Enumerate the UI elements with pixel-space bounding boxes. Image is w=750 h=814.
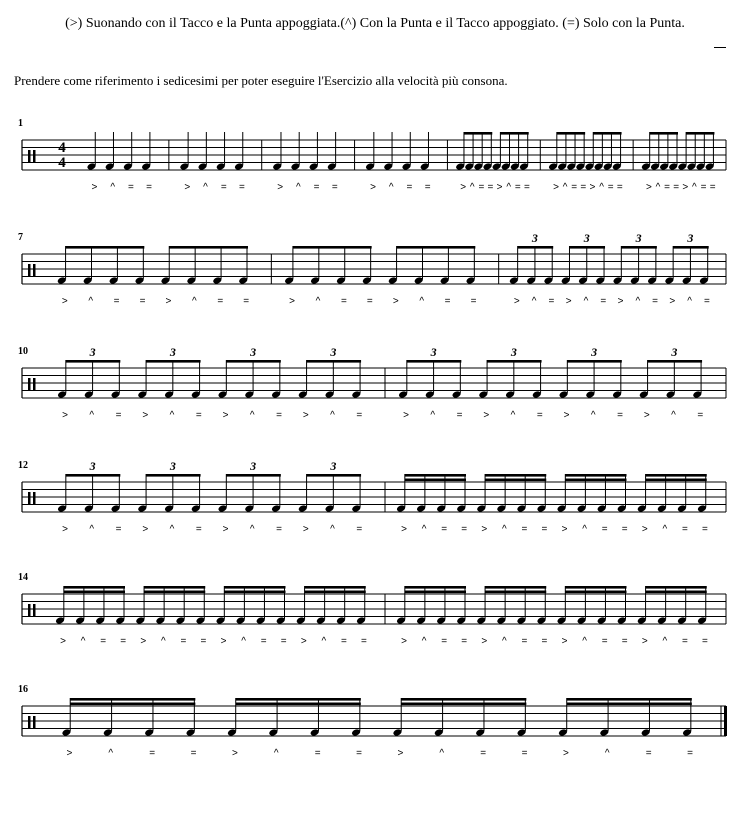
tuplet-number: 3 <box>330 459 337 473</box>
sticking-mark: = <box>601 524 608 535</box>
sticking-mark: = <box>100 636 107 647</box>
sticking-mark: > <box>277 182 284 193</box>
percussion-clef <box>33 716 36 729</box>
sticking-mark: = <box>514 182 521 193</box>
sticking-mark: > <box>302 410 309 421</box>
sticking-mark: > <box>62 410 68 421</box>
tuplet-number: 3 <box>583 231 590 245</box>
staff-system <box>0 346 750 476</box>
staff-svg <box>0 232 750 362</box>
sticking-mark: = <box>461 524 468 535</box>
sticking-mark: > <box>496 182 503 193</box>
sticking-mark: ^ <box>583 296 589 307</box>
sticking-mark: = <box>673 182 680 193</box>
staff-svg <box>0 572 750 702</box>
sticking-mark: = <box>697 410 704 421</box>
beam <box>673 246 709 249</box>
beam <box>66 246 145 249</box>
sticking-mark: ^ <box>296 182 301 193</box>
sticking-mark: = <box>687 748 693 759</box>
beam <box>646 586 707 589</box>
sticking-mark: = <box>113 296 120 307</box>
sticking-mark: = <box>600 296 607 307</box>
sticking-mark: = <box>115 410 122 421</box>
sticking-mark: ^ <box>192 296 197 307</box>
sticking-mark: = <box>366 296 373 307</box>
percussion-clef <box>33 604 36 617</box>
beam <box>70 703 195 706</box>
sticking-mark: ^ <box>655 182 661 193</box>
sticking-mark: ^ <box>421 636 427 647</box>
tuplet-number: 3 <box>250 459 257 473</box>
sticking-mark: ^ <box>419 296 425 307</box>
tuplet-number: 3 <box>169 345 176 359</box>
sticking-mark: > <box>562 748 569 759</box>
sticking-mark: ^ <box>582 524 587 535</box>
sticking-mark: = <box>146 182 153 193</box>
sticking-mark: ^ <box>562 182 568 193</box>
tuplet-number: 3 <box>430 345 437 359</box>
sticking-mark: = <box>424 182 431 193</box>
beam <box>648 360 703 363</box>
sticking-mark: = <box>536 410 543 421</box>
tuplet-number: 3 <box>330 345 337 359</box>
sticking-mark: > <box>553 182 559 193</box>
sticking-mark: > <box>140 636 147 647</box>
sticking-mark: ^ <box>249 410 255 421</box>
beam <box>464 132 492 135</box>
sticking-mark: = <box>314 748 321 759</box>
sticking-mark: > <box>60 636 66 647</box>
sticking-mark: = <box>356 524 363 535</box>
beam <box>64 586 125 589</box>
time-signature-bottom: 4 <box>58 155 66 171</box>
measure-number: 10 <box>18 346 28 357</box>
sticking-mark: = <box>621 636 628 647</box>
sticking-mark: = <box>702 524 708 535</box>
sticking-mark: = <box>149 748 156 759</box>
sticking-mark: = <box>652 296 658 307</box>
sticking-mark: = <box>195 410 202 421</box>
sticking-mark: > <box>61 296 68 307</box>
sticking-mark: > <box>645 182 652 193</box>
beam <box>565 586 626 589</box>
beam <box>401 703 526 706</box>
sticking-mark: = <box>180 636 187 647</box>
sticking-mark: ^ <box>501 524 507 535</box>
sticking-mark: = <box>681 524 688 535</box>
percussion-clef <box>28 264 31 277</box>
sticking-mark: ^ <box>330 524 335 535</box>
sticking-mark: > <box>289 296 296 307</box>
beam <box>650 132 678 135</box>
sticking-mark: = <box>361 636 367 647</box>
sticking-mark: ^ <box>469 182 475 193</box>
sticking-mark: = <box>571 182 578 193</box>
sticking-mark: ^ <box>582 636 587 647</box>
beam <box>646 479 707 482</box>
beam <box>565 591 626 594</box>
beam <box>146 474 201 477</box>
tuplet-number: 3 <box>671 345 678 359</box>
beam <box>500 132 528 135</box>
sticking-mark: > <box>220 636 227 647</box>
tuplet-number: 3 <box>89 345 96 359</box>
beam <box>407 360 462 363</box>
tuplet-number: 3 <box>591 345 598 359</box>
beam <box>146 360 201 363</box>
sticking-mark: ^ <box>687 296 692 307</box>
sticking-mark: = <box>645 748 652 759</box>
tuplet-number: 3 <box>510 345 517 359</box>
sticking-mark: > <box>231 748 238 759</box>
sticking-mark: = <box>703 296 710 307</box>
beam <box>226 474 281 477</box>
sticking-mark: > <box>184 182 191 193</box>
sticking-mark: ^ <box>80 636 86 647</box>
measure-number: 1 <box>18 118 23 129</box>
sticking-mark: = <box>456 410 463 421</box>
sticking-mark: ^ <box>249 524 255 535</box>
sticking-mark: ^ <box>635 296 641 307</box>
sticking-mark: = <box>470 296 477 307</box>
percussion-clef <box>28 150 31 163</box>
percussion-clef <box>28 378 31 391</box>
beam <box>226 360 281 363</box>
sticking-mark: = <box>681 636 688 647</box>
sticking-mark: > <box>401 524 407 535</box>
beam <box>567 698 692 701</box>
beam <box>305 591 366 594</box>
sticking-mark: > <box>669 296 676 307</box>
beam <box>646 474 707 477</box>
sticking-mark: > <box>222 524 229 535</box>
sticking-mark: ^ <box>88 296 94 307</box>
beam <box>621 246 657 249</box>
percussion-clef <box>33 378 36 391</box>
sticking-mark: = <box>340 636 347 647</box>
beam <box>405 474 466 477</box>
sticking-mark: = <box>127 182 134 193</box>
sticking-mark: > <box>370 182 376 193</box>
beam <box>567 360 622 363</box>
sticking-mark: = <box>331 182 338 193</box>
sticking-mark: = <box>616 182 623 193</box>
staff-system <box>0 684 750 814</box>
sticking-mark: > <box>641 524 648 535</box>
sticking-mark: = <box>541 636 548 647</box>
beam <box>397 246 476 249</box>
sticking-mark: = <box>487 182 494 193</box>
sticking-mark: > <box>563 410 570 421</box>
beam <box>565 479 626 482</box>
sticking-mark: ^ <box>590 410 596 421</box>
staff-system <box>0 572 750 702</box>
sticking-mark: = <box>444 296 451 307</box>
staff-system <box>0 118 750 248</box>
beam <box>646 591 707 594</box>
sticking-mark: ^ <box>430 410 436 421</box>
beam <box>70 698 195 701</box>
beam <box>144 591 205 594</box>
sticking-mark: ^ <box>89 524 95 535</box>
sticking-mark: = <box>521 524 528 535</box>
measure-number: 16 <box>18 684 28 695</box>
sticking-mark: ^ <box>671 410 676 421</box>
sticking-mark: = <box>461 636 468 647</box>
beam <box>485 586 546 589</box>
measure-number: 7 <box>18 232 23 243</box>
sticking-mark: = <box>541 524 548 535</box>
sticking-mark: = <box>243 296 250 307</box>
sticking-mark: ^ <box>241 636 246 647</box>
sticking-mark: > <box>641 636 648 647</box>
sticking-mark: = <box>276 410 282 421</box>
percussion-clef <box>28 716 31 729</box>
sticking-mark: = <box>195 524 202 535</box>
sticking-mark: = <box>260 636 267 647</box>
sticking-mark: ^ <box>439 748 445 759</box>
sticking-mark: = <box>341 296 347 307</box>
sticking-mark: = <box>521 748 528 759</box>
sticking-mark: > <box>513 296 520 307</box>
beam <box>485 474 546 477</box>
sticking-mark: = <box>313 182 320 193</box>
sticking-mark: ^ <box>510 410 516 421</box>
sticking-mark: = <box>115 524 122 535</box>
sticking-mark: ^ <box>108 748 114 759</box>
sticking-mark: = <box>478 182 485 193</box>
beam <box>686 132 714 135</box>
sticking-mark: ^ <box>273 748 279 759</box>
percussion-clef <box>33 264 36 277</box>
tuplet-number: 3 <box>250 345 257 359</box>
sticking-mark: = <box>548 296 555 307</box>
tuplet-number: 3 <box>635 231 642 245</box>
beam <box>66 474 121 477</box>
staff-svg <box>0 684 750 814</box>
sticking-mark: = <box>601 636 608 647</box>
sticking-mark: > <box>62 524 68 535</box>
beam <box>224 591 285 594</box>
sticking-mark: = <box>621 524 628 535</box>
beam <box>567 703 692 706</box>
tuplet-number: 3 <box>531 231 538 245</box>
sticking-mark: ^ <box>110 182 116 193</box>
sticking-mark: = <box>200 636 207 647</box>
beam <box>405 591 466 594</box>
sticking-mark: > <box>222 410 229 421</box>
staff-system <box>0 232 750 362</box>
sticking-mark: ^ <box>421 524 427 535</box>
staff-svg <box>0 118 750 248</box>
sticking-mark: > <box>392 296 399 307</box>
sticking-mark: = <box>580 182 587 193</box>
sticking-mark: ^ <box>330 410 335 421</box>
beam <box>307 474 362 477</box>
sticking-mark: ^ <box>315 296 321 307</box>
sticking-mark: ^ <box>203 182 208 193</box>
beam <box>401 698 526 701</box>
beam <box>224 586 285 589</box>
percussion-clef <box>33 492 36 505</box>
beam <box>593 132 621 135</box>
beam <box>565 474 626 477</box>
staff-svg <box>0 346 750 476</box>
sticking-mark: = <box>276 524 282 535</box>
measure-number: 14 <box>18 572 28 583</box>
sticking-mark: > <box>460 182 467 193</box>
sticking-mark: = <box>406 182 413 193</box>
sticking-mark: = <box>607 182 614 193</box>
sticking-mark: > <box>561 524 568 535</box>
sticking-mark: > <box>66 748 73 759</box>
sticking-mark: = <box>120 636 127 647</box>
sticking-mark: ^ <box>604 748 610 759</box>
tuplet-number: 3 <box>169 459 176 473</box>
staff-system <box>0 460 750 590</box>
percussion-clef <box>33 150 36 163</box>
sticking-mark: = <box>709 182 716 193</box>
sticking-mark: > <box>617 296 624 307</box>
beam <box>307 360 362 363</box>
beam <box>405 586 466 589</box>
sticking-mark: = <box>239 182 245 193</box>
sticking-mark: > <box>561 636 568 647</box>
sticking-mark: ^ <box>662 636 668 647</box>
sticking-mark: ^ <box>599 182 604 193</box>
beam <box>557 132 585 135</box>
beam <box>236 703 361 706</box>
sticking-mark: = <box>217 296 224 307</box>
sticking-mark: > <box>401 636 407 647</box>
sticking-mark: > <box>481 636 488 647</box>
sticking-mark: > <box>165 296 172 307</box>
sticking-mark: = <box>139 296 146 307</box>
sticking-mark: = <box>441 636 448 647</box>
sticking-mark: > <box>142 524 149 535</box>
beam <box>518 246 554 249</box>
beam <box>293 246 372 249</box>
sticking-mark: ^ <box>692 182 697 193</box>
sticking-mark: > <box>302 524 309 535</box>
beam <box>569 246 605 249</box>
sticking-mark: = <box>356 748 362 759</box>
sticking-mark: ^ <box>531 296 537 307</box>
sticking-mark: > <box>403 410 409 421</box>
measure-number: 12 <box>18 460 28 471</box>
sticking-mark: ^ <box>169 524 175 535</box>
beam <box>487 360 542 363</box>
sticking-mark: > <box>300 636 307 647</box>
sticking-mark: ^ <box>501 636 507 647</box>
sticking-mark: = <box>190 748 197 759</box>
beam <box>405 479 466 482</box>
sticking-mark: > <box>643 410 650 421</box>
sticking-mark: = <box>523 182 530 193</box>
beam <box>236 698 361 701</box>
sticking-mark: = <box>702 636 708 647</box>
sticking-mark: = <box>220 182 227 193</box>
sticking-mark: = <box>617 410 623 421</box>
sticking-mark: = <box>280 636 287 647</box>
percussion-clef <box>28 492 31 505</box>
beam <box>305 586 366 589</box>
beam <box>485 479 546 482</box>
sticking-mark: = <box>356 410 363 421</box>
tuplet-number: 3 <box>687 231 694 245</box>
sticking-mark: ^ <box>662 524 668 535</box>
sticking-mark: ^ <box>506 182 512 193</box>
instruction-text: Prendere come riferimento i sedicesimi per poter eseguire l'Esercizio alla velocità più consona. <box>14 73 508 88</box>
sticking-mark: = <box>521 636 528 647</box>
sticking-mark: > <box>142 410 149 421</box>
sticking-mark: > <box>397 748 404 759</box>
final-barline <box>724 706 727 736</box>
sticking-mark: ^ <box>160 636 166 647</box>
sticking-mark: > <box>589 182 596 193</box>
sticking-mark: > <box>481 524 488 535</box>
sticking-mark: > <box>565 296 572 307</box>
beam <box>485 591 546 594</box>
sticking-mark: = <box>664 182 671 193</box>
sticking-mark: > <box>483 410 490 421</box>
beam <box>169 246 248 249</box>
time-signature-top: 4 <box>58 140 66 156</box>
staff-svg <box>0 460 750 590</box>
percussion-clef <box>28 604 31 617</box>
beam <box>64 591 125 594</box>
sticking-mark: ^ <box>89 410 95 421</box>
sticking-mark: = <box>480 748 487 759</box>
sticking-mark: ^ <box>388 182 394 193</box>
sticking-mark: ^ <box>321 636 327 647</box>
sticking-mark: > <box>91 182 98 193</box>
beam <box>66 360 121 363</box>
sticking-mark: ^ <box>169 410 175 421</box>
decorative-dash <box>714 47 726 48</box>
tuplet-number: 3 <box>89 459 96 473</box>
sticking-mark: > <box>682 182 689 193</box>
legend-title: (>) Suonando con il Tacco e la Punta appoggiata.(^) Con la Punta e il Tacco appoggiato. (=) Solo con la Punta. <box>65 16 685 31</box>
sticking-mark: = <box>700 182 707 193</box>
beam <box>144 586 205 589</box>
sticking-mark: = <box>441 524 448 535</box>
